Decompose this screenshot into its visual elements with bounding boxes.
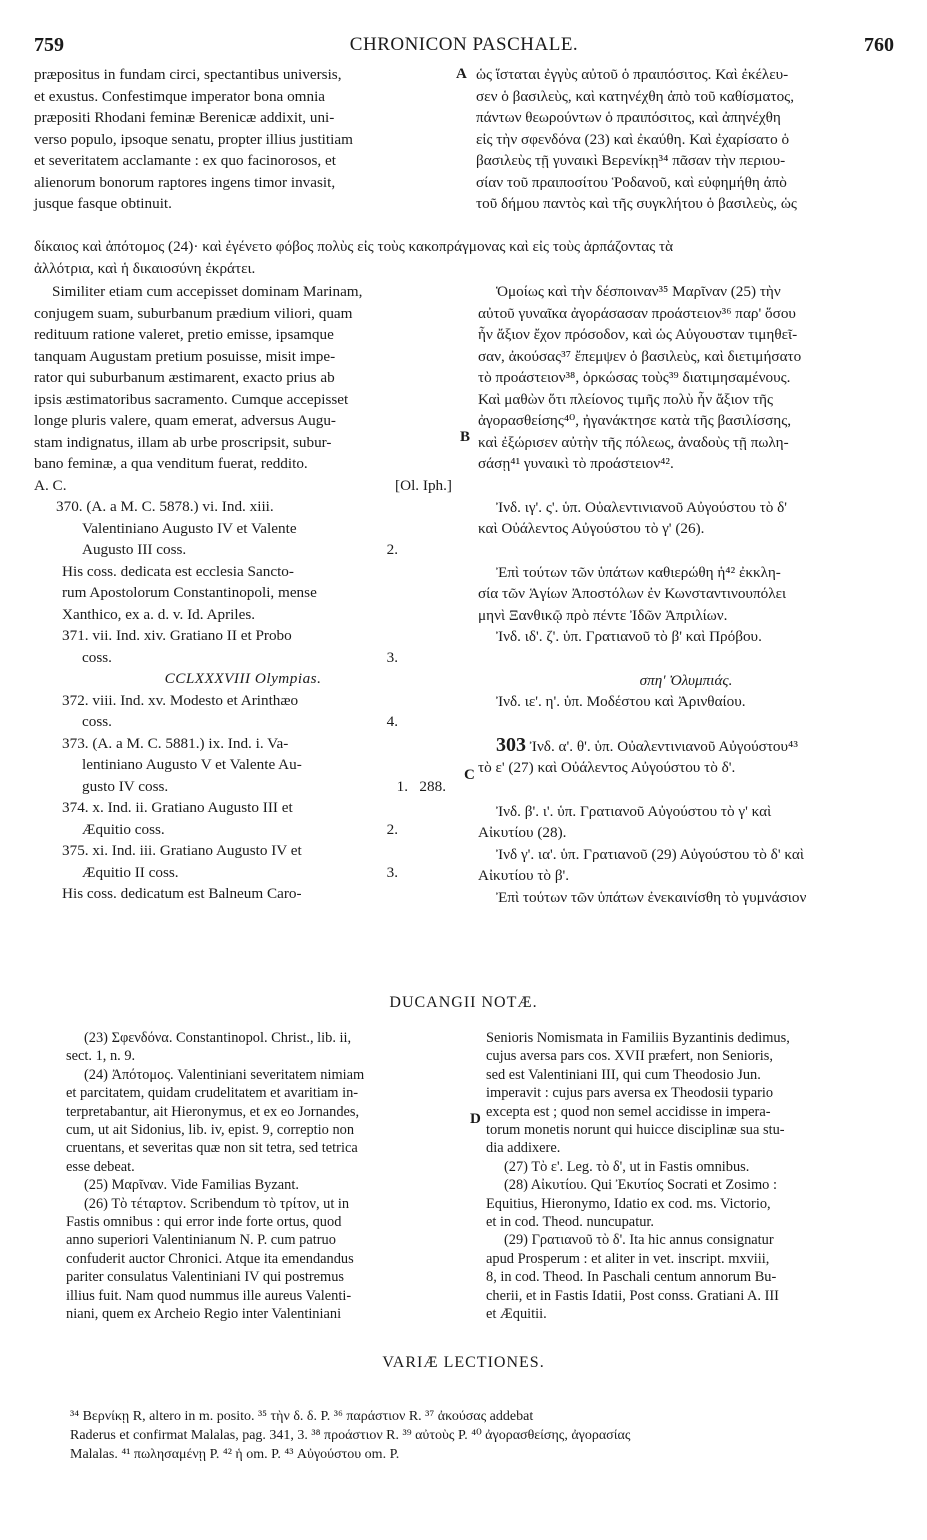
year-entry-line: 374. x. Ind. ii. Gratiano Augusto III et [62, 799, 293, 816]
entry-text: coss. [82, 648, 112, 666]
note-line: et Æquitii. [486, 1306, 547, 1323]
entry-text: Augusto III coss. [82, 541, 187, 558]
note-line: (29) Γρατιανοῦ τὸ δ'. Ita hic annus consignatur [504, 1232, 774, 1249]
text-line: conjugem suam, suburbanum prædium viliori, quam [34, 304, 353, 322]
left-page-number: 759 [34, 34, 64, 56]
note-line: et in cod. Theod. nuncupatur. [486, 1214, 654, 1231]
note-line: sect. 1, n. 9. [66, 1048, 136, 1065]
note-line: cujus aversa pars cos. XVII præfert, non Senioris, [486, 1048, 773, 1065]
greek-entry-line: Ἰνδ. ιε'. η'. ὑπ. Μοδέστου καὶ Ἀρινθαίου. [496, 693, 746, 710]
note-line: (28) Αἰκυτίου. Qui Ἐκυτίος Socrati et Zosimo : [504, 1177, 777, 1194]
year-entry-line: 373. (A. a M. C. 5881.) ix. Ind. i. Va- [62, 734, 289, 752]
text-line: præpositi Rhodani feminæ Berenicæ addixit, uni- [34, 109, 335, 126]
note-line: (24) Ἀπότομος. Valentiniani severitatem nimiam [84, 1066, 365, 1083]
year-entry-last [34, 647, 452, 669]
greek-entry-line: Ἰνδ. ιδ'. ζ'. ὑπ. Γρατιανοῦ τὸ β' καὶ Πρόβου. [496, 628, 762, 645]
year-entry-line: 372. viii. Ind. xv. Modesto et Arinthæo [62, 691, 299, 709]
text-line: ipsis æstimatoribus sacramento. Cumque accepisset [34, 390, 349, 408]
note-line: dia addixere. [486, 1140, 561, 1157]
note-line: apud Prosperum : et aliter in vet. inscript. mxviii, [486, 1250, 770, 1267]
year-entry-last [34, 819, 452, 841]
right-page-number: 760 [864, 34, 894, 56]
entry-text: coss. [82, 713, 112, 730]
margin-letter-c: C [464, 767, 475, 783]
greek-entry-line: Ἰνδ γ'. ια'. ὑπ. Γρατιανοῦ (29) Αὐγούστου τὸ δ' καὶ [496, 845, 804, 863]
margin-number: 303 [496, 733, 526, 756]
text-line: ἀλλότρια, καὶ ἡ δικαιοσύνη ἐκράτει. [34, 259, 256, 277]
greek-entry-line [478, 735, 894, 758]
greek-entry-line: μηνὶ Ξανθικῷ πρὸ πέντε Ἰδῶν Ἀπριλίων. [478, 606, 728, 624]
text-line: jusque fasque obtinuit. [34, 195, 172, 212]
year-entry-line: rum Apostolorum Constantinopoli, mense [62, 584, 317, 601]
variant-line: ³⁴ Βερνίκῃ R, altero in m. posito. ³⁵ τὴν δ. δ. P. ³⁶ παράστιον R. ³⁷ ἀκούσας addebat [70, 1409, 534, 1424]
greek-column-middle [478, 281, 894, 908]
entry-number: 4. [386, 713, 398, 730]
greek-entry-line: Ἐπὶ τούτων τῶν ὑπάτων ἐνεκαινίσθη τὸ γυμνάσιον [496, 888, 807, 906]
variae-heading: VARIÆ LECTIONES. [382, 1354, 545, 1371]
latin-column-middle [34, 281, 452, 905]
year-entry-line: 371. vii. Ind. xiv. Gratiano II et Probo [62, 627, 292, 644]
note-line: excepta est ; quod non semel accidisse in impera- [486, 1103, 771, 1120]
note-line: niani, quem ex Archeio Regio inter Valentiniani [66, 1306, 342, 1323]
margin-letter-b: B [460, 429, 471, 445]
note-line: Fastis omnibus : qui error inde forte ortus, quod [66, 1214, 342, 1231]
anno-christi-label: A. C. [34, 476, 67, 494]
text-line: redituum ratione valeret, pretio emisse, ipsamque [34, 326, 334, 343]
greek-entry-line: καὶ Οὐάλεντος Αὐγούστου τὸ γ' (26). [478, 520, 705, 537]
entry-number: 2. [386, 541, 398, 558]
text-line: verso populo, ipsoque senatu, propter illius justitiam [34, 130, 353, 148]
text-line: ὡς ἵσταται ἐγγὺς αὐτοῦ ὁ πραιπόσιτος. Καὶ ἐκέλευ- [476, 66, 789, 83]
greek-entry-line: Ἰνδ. β'. ι'. ὑπ. Γρατιανοῦ Αὐγούστου τὸ γ' καὶ [496, 802, 772, 820]
year-entry-last [34, 711, 452, 733]
year-entry-line: His coss. dedicatum est Balneum Caro- [62, 885, 302, 902]
note-line: (23) Σφενδόνα. Constantinopol. Christ., lib. ii, [84, 1030, 352, 1046]
year-entry-line: Valentiniano Augusto IV et Valente [82, 519, 297, 537]
note-line: cruentans, et severitas quæ non sit tetra, sed tetrica [66, 1140, 358, 1157]
text-line: εἰς τὴν σφενδόνα (23) καὶ ἐκαύθη. Καὶ ἐχαρίσατο ὁ [476, 130, 790, 148]
olympiad-heading: CCLXXXVIII Olympias. [164, 670, 322, 687]
entry-number: 3. [386, 648, 398, 666]
text-line: σάσῃ⁴¹ γυναικὶ τὸ προάστειον⁴². [478, 455, 674, 472]
greek-entry-line: Ἰνδ. ιγ'. ς'. ὑπ. Οὐαλεντινιανοῦ Αὐγούστου τὸ δ' [496, 498, 788, 516]
entry-number: 1. 288. [396, 777, 446, 795]
note-line: anno superiori Valentinianum N. P. cum patruo [66, 1232, 336, 1249]
text-line: Καὶ μαθὼν ὅτι πλείονος τιμῆς πολὺ ἦν ἄξιον τῆς [478, 390, 773, 408]
greek-olympiad-heading: σπη' Ὀλυμπιάς. [639, 671, 733, 689]
text-line: σίαν τοῦ πραιποσίτου Ῥοδανοῦ, καὶ εὐφημήθη ἀπὸ [476, 173, 787, 191]
era-heading [34, 475, 452, 497]
notes-heading: DUCANGII NOTÆ. [389, 994, 538, 1011]
text-line: ἦν ἄξιον ἔχον πρόσοδον, καὶ ὡς Αὐγουσταν τιμηθεῖ- [478, 326, 798, 343]
year-entry-last [34, 776, 452, 798]
greek-column-top [476, 64, 894, 215]
year-entry-line: lentiniano Augusto V et Valente Au- [82, 756, 302, 773]
greek-entry-line: τὸ ε' (27) καὶ Οὐάλεντος Αὐγούστου τὸ δ'. [478, 759, 736, 776]
full-width-greek [34, 236, 914, 279]
variant-line: Malalas. ⁴¹ πωλησαμένῃ P. ⁴² ἡ om. P. ⁴³ Αὐγούστου om. P. [70, 1447, 400, 1462]
year-entry-line: Xanthico, ex a. d. v. Id. Apriles. [62, 605, 256, 623]
text-line: bano feminæ, a qua venditum fuerat, reddito. [34, 455, 308, 472]
text-line: αὐτοῦ γυναῖκα ἀγοράσασαν προάστειον³⁶ παρ' ὅσου [478, 304, 796, 322]
note-line: esse debeat. [66, 1158, 135, 1175]
note-line: cum, ut ait Sidonius, lib. iv, epist. 9, correptio non [66, 1122, 355, 1139]
note-line: (26) Τὸ τέταρτον. Scribendum τὸ τρίτον, ut in [84, 1195, 350, 1212]
page-header [34, 34, 894, 60]
text-line: σαν, ἀκούσας³⁷ ἔπεμψεν ὁ βασιλεὺς, καὶ διετιμήσατο [478, 347, 802, 365]
entry-number: 3. [386, 863, 398, 881]
note-line: (25) Μαρῖναν. Vide Familias Byzant. [84, 1177, 299, 1194]
entry-text: Æquitio II coss. [82, 863, 179, 881]
note-line: pariter consulatus Valentiniani IV qui postremus [66, 1269, 345, 1286]
note-line: cherii, et in Fastis Idatii, Post conss. Gratiani A. III [486, 1287, 779, 1304]
note-line: sed est Valentiniani III, qui cum Theodosio Jun. [486, 1066, 761, 1083]
text-line: præpositus in fundam circi, spectantibus universis, [34, 66, 342, 83]
note-line: illius fuit. Nam quod nummus ille aureus Valenti- [66, 1287, 352, 1304]
note-line: 8, in cod. Theod. In Paschali centum annorum Bu- [486, 1269, 777, 1286]
text-line: et severitatem acclamante : ex quo facinorosos, et [34, 152, 336, 169]
olympiad-label: [Ol. Iph.] [395, 476, 452, 494]
greek-entry-line: σία τῶν Ἁγίων Ἀποστόλων ἐν Κωνσταντινουπόλει [478, 585, 787, 602]
variant-line: Raderus et confirmat Malalas, pag. 341, 3. ³⁸ προάστιον R. ³⁹ αὐτοὺς P. ⁴⁰ ἀγορασθείσης, ἀγορασίας [70, 1428, 631, 1443]
text-line: rator qui suburbanum æstimarent, exacto prius ab [34, 369, 335, 386]
text-line: δίκαιος καὶ ἀπότομος (24)· καὶ ἐγένετο φόβος πολὺς εἰς τοὺς κακοπράγμονας καὶ εἰς τοὺς ἁρπάζοντας τὰ [34, 238, 674, 255]
running-title: CHRONICON PASCHALE. [349, 34, 579, 55]
note-line: (27) Τὸ ε'. Leg. τὸ δ', ut in Fastis omnibus. [504, 1158, 750, 1175]
text-line: alienorum bonorum raptores ingens timor invasit, [34, 173, 336, 191]
text-line: tanquam Augustam pretium posuisse, misit impe- [34, 347, 336, 365]
entry-text: gusto IV coss. [82, 777, 169, 795]
text-line: longe pluris valere, quam emerat, adversus Augu- [34, 412, 336, 429]
text-line: Similiter etiam cum accepisset dominam Marinam, [52, 283, 363, 300]
note-line: Senioris Nomismata in Familiis Byzantinis dedimus, [486, 1030, 790, 1046]
text-line: καὶ ἐξώρισεν αὐτὴν τῆς πόλεως, ἀναδοὺς τῇ πωλη- [478, 433, 789, 451]
note-line: imperavit : cujus pars aversa ex Theodosii typario [486, 1085, 774, 1102]
year-entry-line: 370. (A. a M. C. 5878.) vi. Ind. xiii. [56, 498, 274, 515]
text-line: σεν ὁ βασιλεὺς, καὶ κατηνέχθη ἀπὸ τοῦ καθίσματος, [476, 87, 794, 105]
greek-entry-text: Ἰνδ. α'. θ'. ὑπ. Οὐαλεντινιανοῦ Αὐγούστου⁴³ [529, 737, 798, 755]
note-line: et parcitatem, quidam crudelitatem et avaritiam in- [66, 1085, 359, 1102]
text-line: stam indignatus, illam ab urbe proscripsit, subur- [34, 433, 332, 451]
note-line: torum monetis norunt qui huicce disciplinæ sua stu- [486, 1122, 785, 1139]
text-line: et exustus. Confestimque imperator bona omnia [34, 87, 326, 105]
notes-column-left [66, 1029, 462, 1324]
latin-column-top [34, 64, 452, 215]
text-line: τοῦ δήμου παντὸς καὶ τῆς συγκλήτου ὁ βασιλεὺς, ὡς [476, 195, 797, 212]
note-line: confuderit auctor Chronici. Atque ita emendandus [66, 1250, 354, 1267]
margin-letter-a: A [456, 66, 467, 82]
variae-lectiones [70, 1407, 910, 1464]
greek-entry-line: Ἐπὶ τούτων τῶν ὑπάτων καθιερώθη ἡ⁴² ἐκκλη- [496, 563, 781, 581]
note-line: Equitius, Hieronymo, Idatio ex cod. ms. Victorio, [486, 1195, 771, 1212]
year-entry-last [34, 539, 452, 561]
year-entry-line: His coss. dedicata est ecclesia Sancto- [62, 562, 294, 580]
text-line: πάντων θεωρούντων ὁ πραιπόσιτος, καὶ ἀπηνέχθη [476, 109, 781, 126]
greek-entry-line: Αἰκυτίου (28). [478, 824, 567, 841]
notes-column-right [486, 1029, 896, 1324]
text-line: τὸ προάστειον³⁸, ὁρκώσας τοὺς³⁹ διατιμησαμένους. [478, 369, 791, 386]
margin-letter-d: D [470, 1111, 481, 1127]
year-entry-last [34, 862, 452, 884]
text-line: Ὁμοίως καὶ τὴν δέσποιναν³⁵ Μαρῖναν (25) τὴν [496, 283, 781, 300]
year-entry-line: 375. xi. Ind. iii. Gratiano Augusto IV et [62, 842, 302, 859]
entry-number: 2. [386, 820, 398, 838]
text-line: ἀγορασθείσης⁴⁰, ἠγανάκτησε κατὰ τῆς βασιλίσσης, [478, 412, 792, 429]
note-line: terpretabantur, ait Hieronymus, et ex eo Jornandes, [66, 1103, 360, 1120]
text-line: βασιλεὺς τῇ γυναικὶ Βερενίκῃ³⁴ πᾶσαν τὴν περιου- [476, 152, 786, 169]
entry-text: Æquitio coss. [82, 820, 165, 838]
greek-entry-line: Αἰκυτίου τὸ β'. [478, 867, 570, 884]
